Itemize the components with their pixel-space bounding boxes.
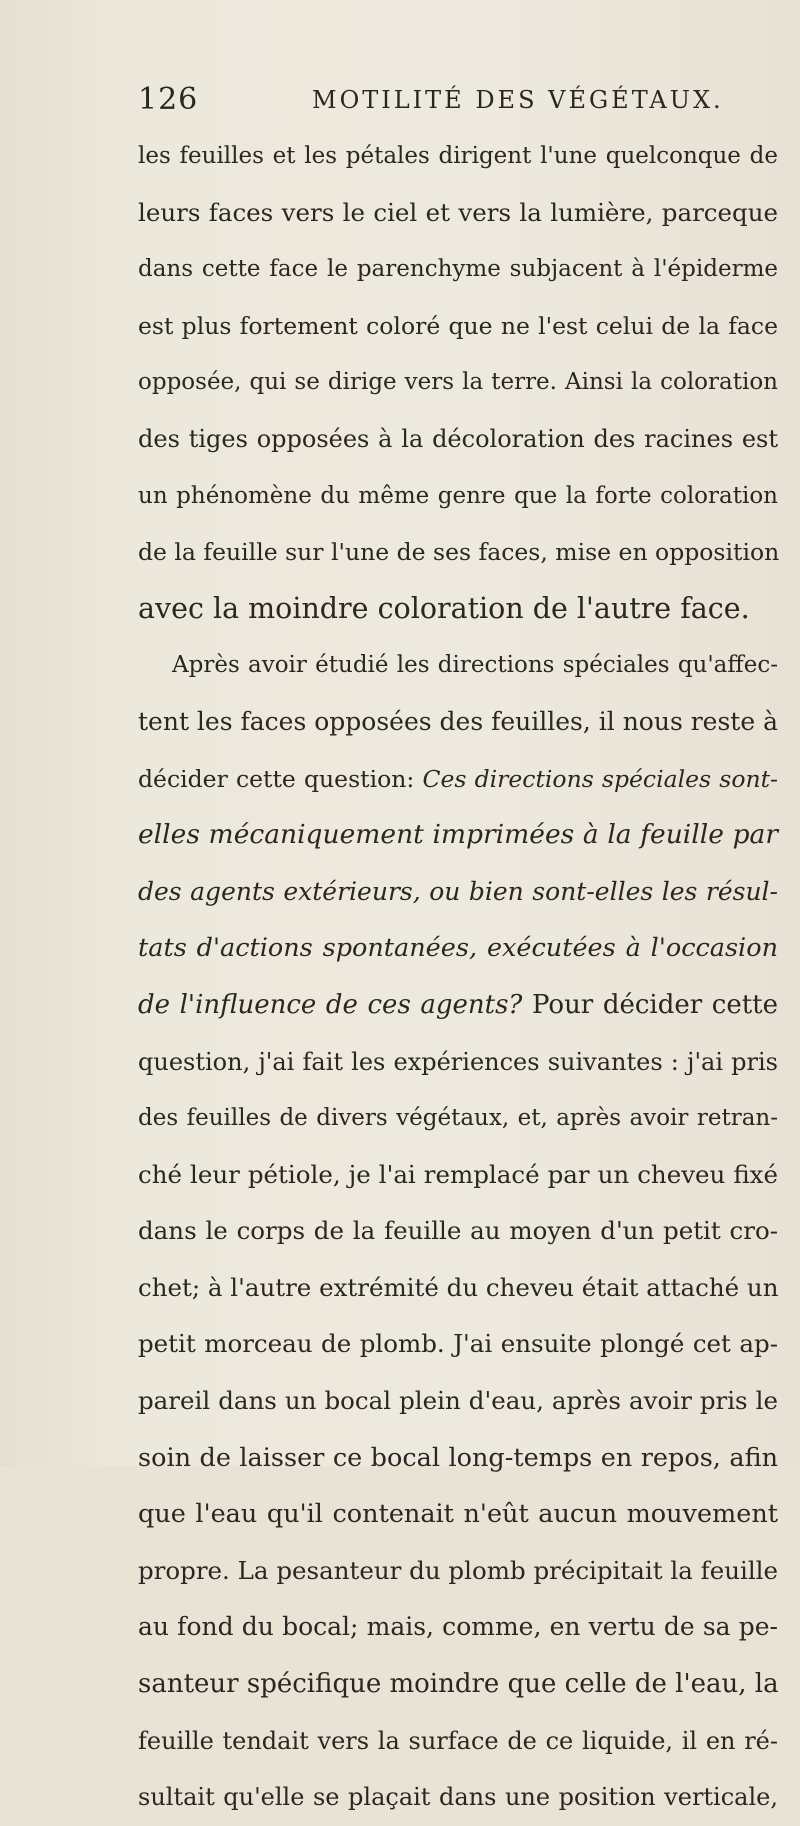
text-line [138, 751, 778, 808]
text-line: sultait qu'elle se plaçait dans une position verticale, [138, 1783, 778, 1812]
text-line: question, j'ai fait les expériences suivantes : j'ai pris [138, 1047, 778, 1076]
text-line: santeur spécifique moindre que celle de l'eau, la [138, 1669, 779, 1700]
text-line: les feuilles et les pétales dirigent l'une quelconque de [138, 143, 778, 169]
italic-text: de l'influence de ces agents? [138, 989, 523, 1020]
roman-text: Pour décider cette [522, 989, 779, 1020]
text-line: que l'eau qu'il contenait n'eût aucun mouvement [138, 1499, 778, 1530]
italic-line: elles mécaniquement imprimées à la feuille par [138, 819, 778, 851]
text-line: petit morceau de plomb. J'ai ensuite plongé cet ap- [138, 1329, 778, 1359]
text-line: feuille tendait vers la surface de ce liquide, il en ré- [138, 1726, 778, 1755]
body-text [138, 128, 778, 1826]
text-line [138, 977, 778, 1034]
text-line: propre. La pesanteur du plomb précipitait la feuille [138, 1555, 778, 1585]
text-line: pareil dans un bocal plein d'eau, après avoir pris le [138, 1386, 778, 1416]
text-line: de la feuille sur l'une de ses faces, mise en opposition [138, 538, 780, 567]
italic-line: tats d'actions spontanées, exécutées à l'occasion [138, 933, 778, 964]
italic-line: des agents extérieurs, ou bien sont-elles les résul- [138, 876, 778, 906]
page-number: 126 [138, 82, 199, 117]
text-line: est plus fortement coloré que ne l'est celui de la face [138, 311, 778, 340]
running-title: MOTILITÉ DES VÉGÉTAUX. [312, 86, 724, 114]
text-line: dans le corps de la feuille au moyen d'un petit cro- [138, 1216, 778, 1246]
text-line: soin de laisser ce bocal long-temps en repos, afin [138, 1442, 778, 1473]
italic-text: Ces directions spéciales sont- [422, 764, 778, 793]
text-line: dans cette face le parenchyme subjacent à l'épiderme [138, 256, 778, 283]
text-line: opposée, qui se dirige vers la terre. Ainsi la coloration [138, 369, 778, 396]
paragraph-first-line: Après avoir étudié les directions spéciales qu'affec- [172, 652, 778, 679]
page-header [138, 80, 788, 120]
paragraph-end-line: avec la moindre coloration de l'autre face. [138, 591, 750, 625]
text-line: au fond du bocal; mais, comme, en vertu de sa pe- [138, 1612, 778, 1642]
text-line: tent les faces opposées des feuilles, il nous reste à [138, 706, 779, 736]
text-line: ché leur pétiole, je l'ai remplacé par un cheveu fixé [138, 1159, 778, 1189]
text-line: des feuilles de divers végétaux, et, après avoir retran- [138, 1105, 778, 1132]
text-line: un phénomène du même genre que la forte coloration [138, 482, 778, 509]
text-line: chet; à l'autre extrémité du cheveu était attaché un [138, 1272, 779, 1302]
text-line: leurs faces vers le ciel et vers la lumière, parceque [138, 197, 778, 227]
text-line: des tiges opposées à la décoloration des racines est [138, 424, 778, 453]
roman-text: décider cette question: [138, 764, 423, 793]
